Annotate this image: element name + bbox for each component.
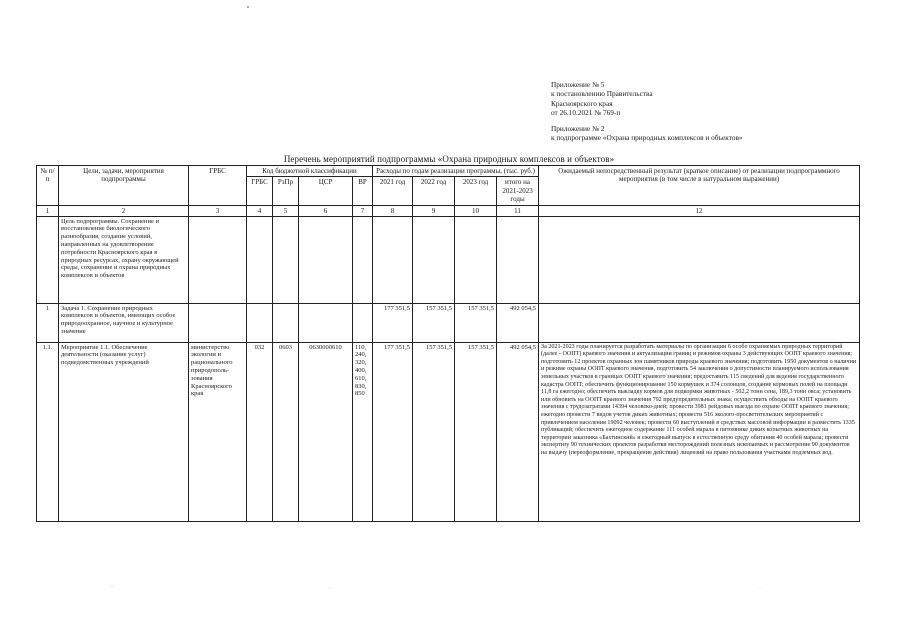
appendix-line: Приложение № 5 — [551, 80, 605, 89]
appendix-line: к подпрограмме «Охрана природных комплексов и объектов» — [551, 133, 743, 143]
column-number: 7 — [353, 205, 373, 216]
goal-num-cell — [37, 216, 59, 303]
empty-cell — [539, 303, 860, 342]
empty-cell — [373, 216, 413, 303]
column-number: 1 — [37, 205, 59, 216]
task-num: 1 — [37, 303, 59, 342]
task-row — [37, 303, 860, 342]
activity-rzpr: 0603 — [273, 342, 299, 521]
empty-cell — [455, 216, 497, 303]
header-result: Ожидаемый непосредственный результат (краткое описание) от реализации подпрограммного мероприятия (в том числе в натуральном выражении) — [539, 166, 860, 206]
task-2021: 177 351,5 — [373, 303, 413, 342]
header-expenses: Расходы по годам реализации программы, (тыс. руб.) — [373, 166, 539, 177]
header-2023: 2023 год — [455, 177, 497, 205]
empty-cell — [247, 303, 273, 342]
goal-row — [37, 216, 860, 303]
empty-cell — [273, 216, 299, 303]
activity-vr: 110, 240, 320, 400, 610, 830, 850 — [353, 342, 373, 521]
activity-grbs: министерство экологии и рационального природополь-зования Красноярского края — [189, 342, 247, 521]
column-number: 8 — [373, 205, 413, 216]
column-number: 3 — [189, 205, 247, 216]
appendix-block — [551, 80, 743, 142]
header-grbs: ГРБС — [189, 166, 247, 206]
goal-text: Цель подпрограммы. Сохранение и восстановление биологического разнообразия, создание условий, направленных на удовлетворение потребности Красноярского края в природных ресурсах, охрану окружающей среды, сохранение и охрана природных комплексов и объектов — [59, 216, 189, 303]
header-rzpr: РзПр — [273, 177, 299, 205]
empty-cell — [299, 303, 353, 342]
appendix-line: Красноярского края — [551, 98, 613, 108]
empty-cell — [189, 303, 247, 342]
column-number: 11 — [497, 205, 539, 216]
activity-2021: 177 351,5 — [373, 342, 413, 521]
column-number: 5 — [273, 205, 299, 216]
column-number: 10 — [455, 205, 497, 216]
task-2023: 157 351,5 — [455, 303, 497, 342]
document-title: Перечень мероприятий подпрограммы «Охрана природных комплексов и объектов» — [283, 154, 615, 164]
activity-text: Мероприятие 1.1. Обеспечение деятельности (оказание услуг) подведомственных учреждений — [59, 342, 189, 521]
activity-grbs-code: 032 — [247, 342, 273, 521]
empty-cell — [353, 216, 373, 303]
header-budget-code: Код бюджетной классификации — [247, 166, 373, 177]
header-grbs-code: ГРБС — [247, 177, 273, 205]
header-num: № п/п — [37, 166, 59, 206]
task-text: Задача 1. Сохранение природных комплексов и объектов, имеющих особое природоохранное, научное и культурное значение — [59, 303, 189, 342]
activity-row — [37, 342, 860, 521]
header-row — [37, 166, 860, 177]
task-total: 492 054,5 — [497, 303, 539, 342]
appendix-line: к постановлению Правительства — [551, 89, 653, 99]
header-goals: Цели, задачи, мероприятия подпрограммы — [59, 166, 189, 206]
activity-2023: 157 351,5 — [455, 342, 497, 521]
empty-cell — [497, 216, 539, 303]
empty-cell — [539, 216, 860, 303]
column-number-row — [37, 205, 860, 216]
empty-cell — [353, 303, 373, 342]
appendix-line: Приложение № 2 — [551, 123, 605, 133]
task-2022: 157 351,5 — [413, 303, 455, 342]
activities-table — [36, 165, 860, 522]
column-number: 4 — [247, 205, 273, 216]
header-vr: ВР — [353, 177, 373, 205]
header-csr: ЦСР — [299, 177, 353, 205]
header-total: итого на 2021-2023 годы — [497, 177, 539, 205]
header-2021: 2021 год — [373, 177, 413, 205]
empty-cell — [299, 216, 353, 303]
header-2022: 2022 год — [413, 177, 455, 205]
empty-cell — [273, 303, 299, 342]
column-number: 9 — [413, 205, 455, 216]
activity-num: 1.1. — [37, 342, 59, 521]
activity-2022: 157 351,5 — [413, 342, 455, 521]
column-number: 6 — [299, 205, 353, 216]
column-number: 2 — [59, 205, 189, 216]
empty-cell — [413, 216, 455, 303]
empty-cell — [189, 216, 247, 303]
activity-result: За 2021-2023 годы планируется разработать материалы по организации 6 особо охраняемых природных территорий (далее - ООПТ) краевого значения и актуализации границ и режимов охраны 3 действующих ООПТ краевого значения; подготовить 12 проектов охранных зон памятников природы краевого значения; подготовить 1950 документов о наличии и режиме охраны ООПТ краевого значения, подготовить 54 заключения о допустимости планируемого использования земельных участков в границах ООПТ краевого значения; предоставить 115 сведений для ведения государственного кадастра ООПТ; обеспечить функционирование 150 кормушек и 374 солонцов, создание кормовых полей на площади 11,8 га ежегодно; обеспечить выкладку кормов для подкормки животных - 502,2 тонн сена, 189,3 тонн овса; установить или обновить на ООПТ краевого значения 792 предупредительных знака; осуществить обходы на ООПТ краевого значения с трудозатратами 14394 человеко-дней; провести 3981 рейдовых выезда по охране ООПТ краевого значения; ежегодно провести 7 видов учетов диких животных; провести 516 эколого-просветительских мероприятий с привлечением населения 19092 человек; провести 60 выступлений в средствах массовой информации и разместить 1335 публикаций; обеспечить ежегодное содержание 111 особей марала в питомнике диких копытных животных на территории заказника «Бахтинский» и ежегодный выпуск в естественную среду обитания 40 особей марала; провести экспертизу 90 технических проектов разработки месторождений полезных ископаемых и рассмотрение 90 документов на выдачу (переоформление, прекращение действия) лицензий на право пользования участками подземных вод. — [539, 342, 860, 521]
activity-csr: 0630000610 — [299, 342, 353, 521]
activity-total: 492 054,5 — [497, 342, 539, 521]
appendix-line: от 26.10.2021 № 769-п — [551, 108, 621, 118]
column-number: 12 — [539, 205, 860, 216]
empty-cell — [247, 216, 273, 303]
